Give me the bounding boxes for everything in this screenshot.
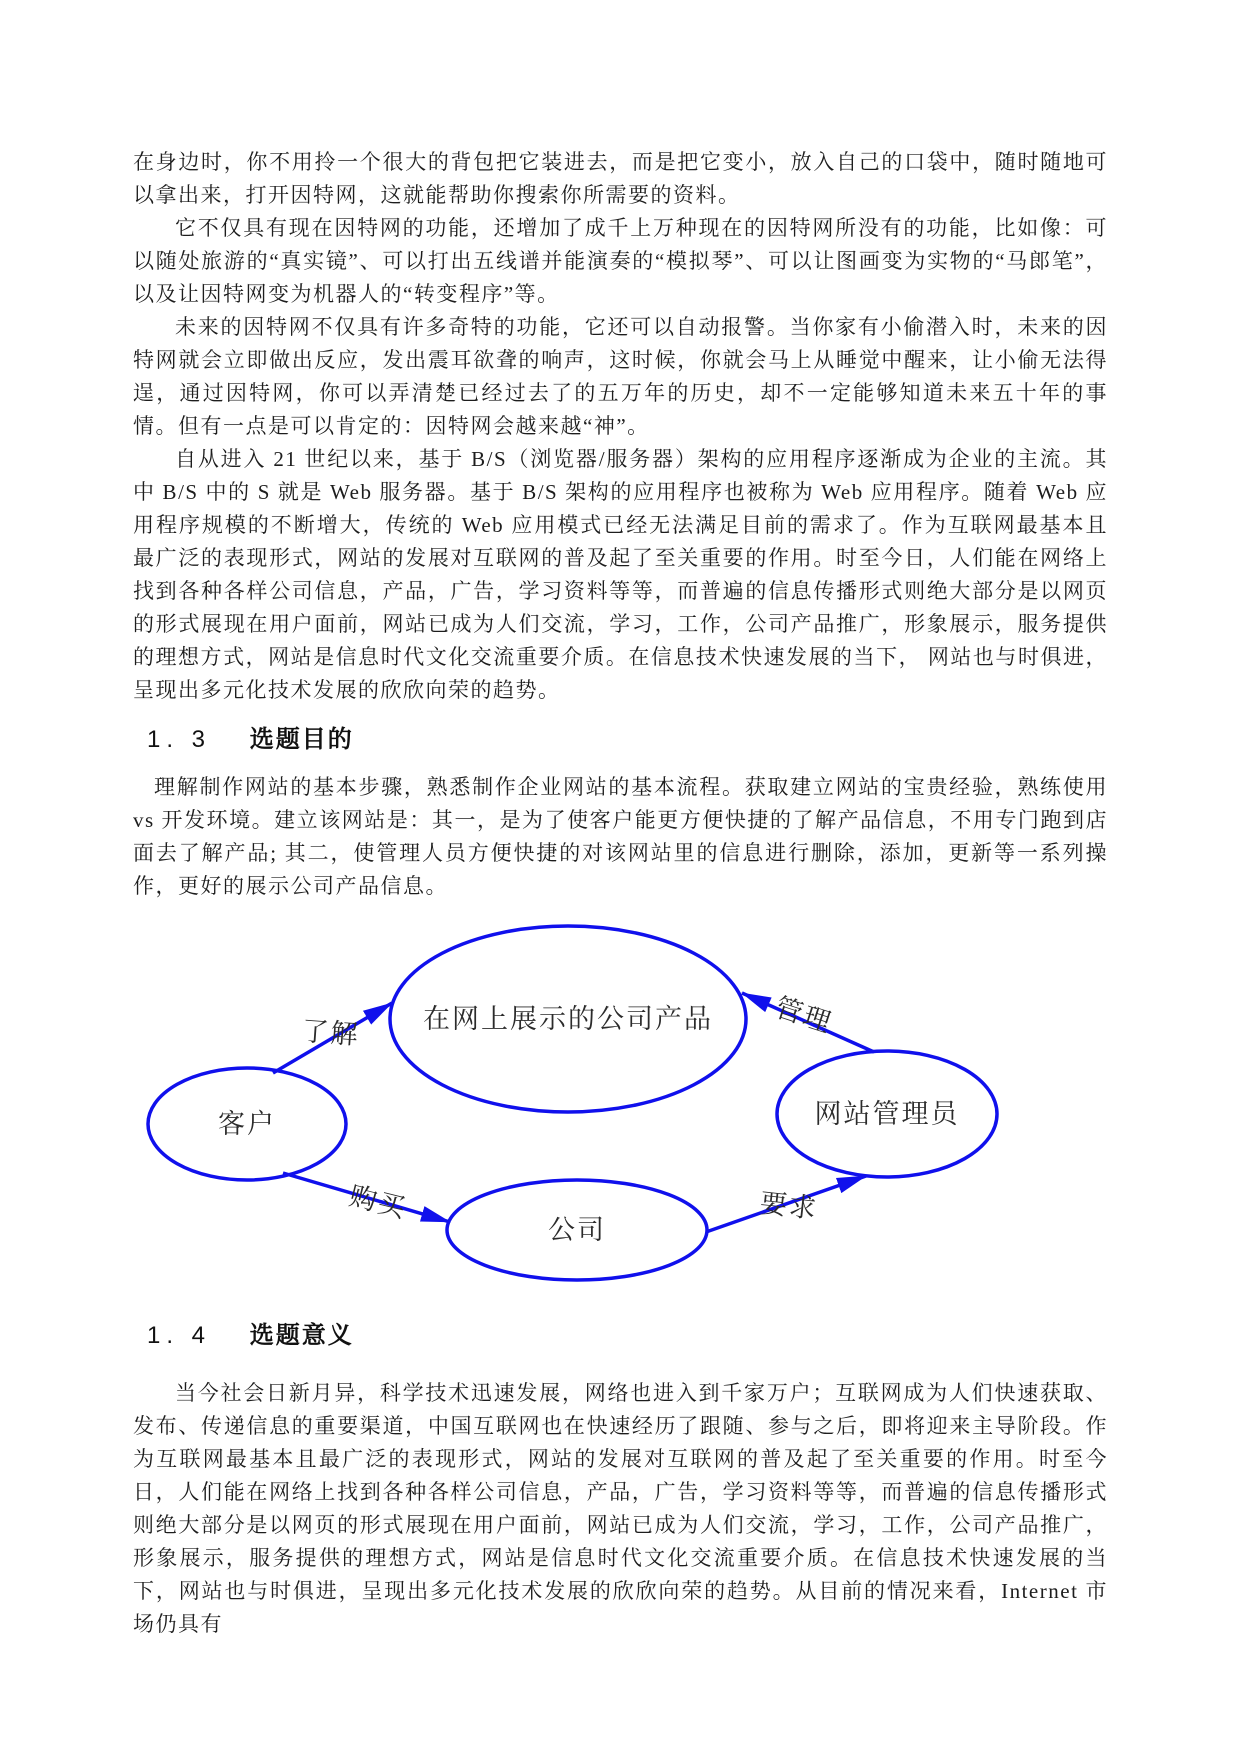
body-paragraph: 理解制作网站的基本步骤，熟悉制作企业网站的基本流程。获取建立网站的宝贵经验，熟练使用 vs 开发环境。建立该网站是：其一，是为了使客户能更方便快捷的了解产品信息，不用专门跑到店面去了解产品; 其二，使管理人员方便快捷的对该网站里的信息进行删除，添加，更新等一系列操作，更好的展示公司产品信息。 <box>133 775 1108 898</box>
use-case-diagram <box>133 915 1108 1297</box>
section-heading-1-3 <box>133 725 1108 755</box>
section-number: 1. 3 <box>147 726 212 753</box>
section-heading-1-4 <box>133 1321 1108 1351</box>
node-label-company: 公司 <box>548 1215 606 1245</box>
node-label-admin: 网站管理员 <box>814 1099 960 1129</box>
node-label-products: 在网上展示的公司产品 <box>423 1004 713 1034</box>
section-title: 选题目的 <box>249 726 354 753</box>
edge-label-request: 要求 <box>758 1188 820 1224</box>
edge-label-manage: 管理 <box>771 992 836 1039</box>
edge-label-purchase: 购买 <box>346 1180 410 1224</box>
text-column <box>133 146 1108 1641</box>
edge-label-understand: 了解 <box>300 1016 361 1051</box>
body-paragraph: 当今社会日新月异，科学技术迅速发展，网络也进入到千家万户；互联网成为人们快速获取、发布、传递信息的重要渠道，中国互联网也在快速经历了跟随、参与之后，即将迎来主导阶段。作为互联网最基本且最广泛的表现形式，网站的发展对互联网的普及起了至关重要的作用。时至今日，人们能在网络上找到各种各样公司信息，产品，广告，学习资料等等，而普遍的信息传播形式则绝大部分是以网页的形式展现在用户面前，网站已成为人们交流，学习，工作，公司产品推广，形象展示，服务提供的理想方式，网站是信息时代文化交流重要介质。在信息技术快速发展的当下，网站也与时俱进，呈现出多元化技术发展的欣欣向荣的趋势。从目前的情况来看，Internet 市场仍具有 <box>133 1381 1108 1636</box>
diagram-svg <box>133 915 1108 1297</box>
body-paragraph: 未来的因特网不仅具有许多奇特的功能，它还可以自动报警。当你家有小偷潜入时，未来的因特网就会立即做出反应，发出震耳欲聋的响声，这时候，你就会马上从睡觉中醒来，让小偷无法得逞，通过因特网，你可以弄清楚已经过去了的五万年的历史，却不一定能够知道未来五十年的事情。但有一点是可以肯定的：因特网会越来越“神”。 <box>133 315 1108 438</box>
section-title: 选题意义 <box>249 1322 354 1349</box>
section-number: 1. 4 <box>147 1322 212 1349</box>
body-paragraph: 在身边时，你不用拎一个很大的背包把它装进去，而是把它变小，放入自己的口袋中，随时随地可以拿出来，打开因特网，这就能帮助你搜索你所需要的资料。 <box>133 150 1108 207</box>
body-paragraph: 自从进入 21 世纪以来，基于 B/S（浏览器/服务器）架构的应用程序逐渐成为企业的主流。其中 B/S 中的 S 就是 Web 服务器。基于 B/S 架构的应用程序也被称为 Web 应用程序。随着 Web 应用程序规模的不断增大，传统的 Web 应用模式已经无法满足目前的需求了。作为互联网最基本且最广泛的表现形式，网站的发展对互联网的普及起了至关重要的作用。时至今日，人们能在网络上找到各种各样公司信息，产品，广告，学习资料等等，而普遍的信息传播形式则绝大部分是以网页的形式展现在用户面前，网站已成为人们交流，学习，工作，公司产品推广，形象展示，服务提供的理想方式，网站是信息时代文化交流重要介质。在信息技术快速发展的当下， 网站也与时俱进， 呈现出多元化技术发展的欣欣向荣的趋势。 <box>133 447 1108 702</box>
body-paragraph: 它不仅具有现在因特网的功能，还增加了成千上万种现在的因特网所没有的功能，比如像：可以随处旅游的“真实镜”、可以打出五线谱并能演奏的“模拟琴”、可以让图画变为实物的“马郎笔”，以及让因特网变为机器人的“转变程序”等。 <box>133 216 1108 306</box>
node-label-customer: 客户 <box>218 1109 276 1139</box>
